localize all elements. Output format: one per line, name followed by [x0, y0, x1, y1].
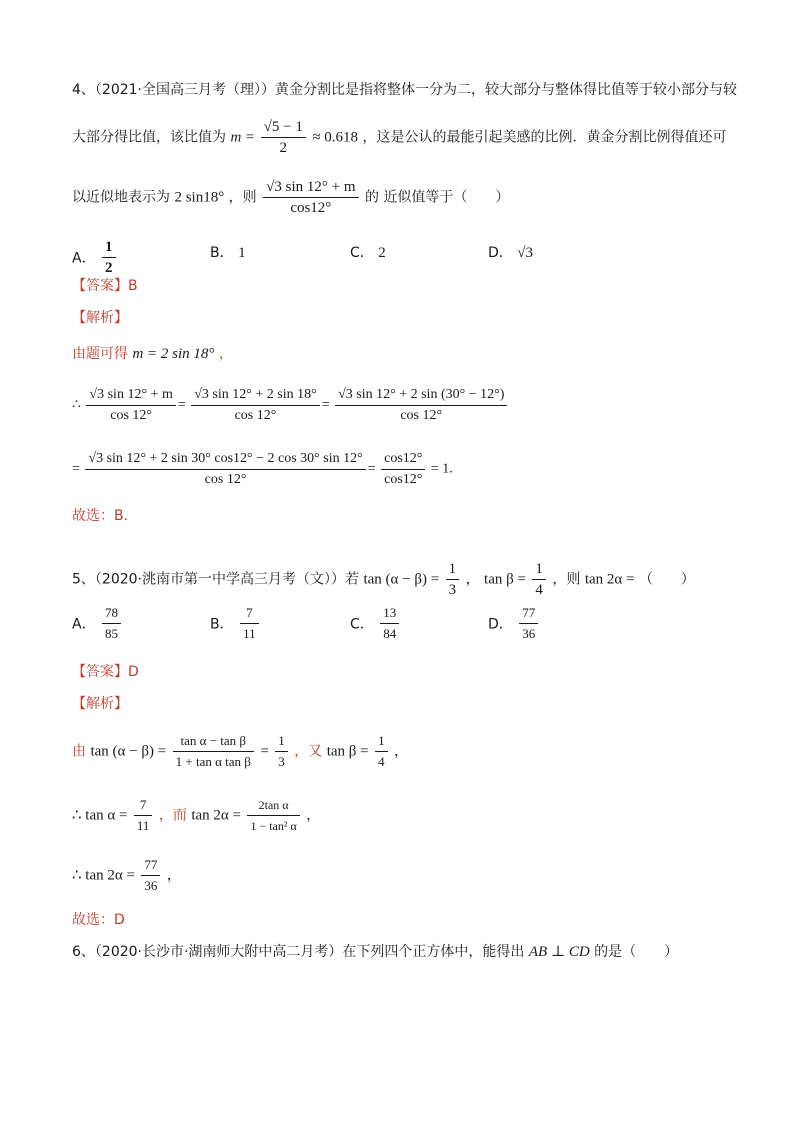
- q5-step-1-expr2: tan β =: [326, 743, 369, 760]
- q4-step-3-fraction-1: [85, 450, 365, 489]
- q5-line-1: [72, 560, 695, 599]
- q5-option-b[interactable]: [210, 604, 261, 643]
- q5-option-c[interactable]: [350, 604, 401, 643]
- q4-m-variable: m: [230, 129, 242, 146]
- q5-option-c-fraction: [380, 604, 399, 643]
- q5-option-d-denominator: 36: [522, 626, 536, 641]
- q4-stem-text-3a: 以近似地表示为: [72, 189, 170, 206]
- q4-golden-ratio-numerator: √5 − 1: [261, 118, 306, 138]
- q4-choose: 故选：B.: [72, 508, 129, 524]
- q4-step-1-comma: ，: [218, 346, 233, 362]
- q4-golden-ratio-denominator: 2: [279, 140, 288, 156]
- q4-step-3-result: = 1.: [430, 461, 453, 477]
- q5-step-2-f2-num: 2tan α: [247, 796, 299, 816]
- q5-choose: 故选：D: [72, 912, 125, 928]
- q4-option-b-text: 1: [238, 245, 246, 261]
- q5-step-1: [72, 732, 408, 771]
- q4-approx-value: ≈ 0.618: [312, 129, 359, 146]
- q5-step-1-f1-num: tan α − tan β: [173, 732, 254, 752]
- q5-stem-expr-2: tan β =: [484, 571, 526, 588]
- q5-stem-expr-1: tan (α − β) =: [363, 571, 440, 588]
- q6-stem-text-b: 的是（ ）: [594, 944, 679, 960]
- q4-step-1: [72, 344, 233, 364]
- q4-step-2-f2-num: √3 sin 12° + 2 sin 18°: [191, 386, 319, 406]
- q5-option-c-letter: C．: [350, 616, 374, 633]
- q5-step-2: [72, 796, 320, 835]
- q5-option-b-fraction: [240, 604, 259, 643]
- q5-answer: 【答案】D: [72, 664, 139, 680]
- q5-step-1-f3-den: 4: [378, 754, 385, 769]
- q5-option-b-numerator: 7: [240, 604, 259, 624]
- q4-option-a-letter: A．: [72, 250, 96, 267]
- q5-step-2-fraction-2: [247, 796, 299, 835]
- q5-option-a[interactable]: [72, 604, 123, 643]
- q4-line-3: [72, 178, 509, 217]
- q4-step-2-f1-den: cos 12°: [110, 408, 152, 423]
- q4-option-c-letter: C．: [350, 245, 374, 261]
- q5-step-2-text-c: ，: [306, 807, 321, 824]
- q4-step-1-expr: m = 2 sin 18°: [132, 346, 215, 362]
- q5-step-3: [72, 856, 181, 895]
- q4-step-3-fraction-2: [381, 450, 425, 489]
- q4-target-denominator: cos12°: [290, 200, 332, 216]
- q4-option-b[interactable]: [210, 242, 246, 262]
- q4-option-a-numerator: 1: [102, 238, 116, 258]
- q4-step-2-f2-den: cos 12°: [234, 408, 277, 423]
- q6-stem-expr: AB ⊥ CD: [528, 944, 590, 960]
- q5-step-1-equals: =: [260, 743, 269, 760]
- q4-option-c-text: 2: [378, 245, 386, 261]
- q4-step-2-f1-num: √3 sin 12° + m: [86, 386, 175, 406]
- q5-option-d-numerator: 77: [519, 604, 538, 624]
- q4-option-a[interactable]: [72, 238, 118, 277]
- q4-step-1-text: 由题可得: [72, 346, 128, 362]
- q5-step-1-fraction-3: [375, 732, 388, 771]
- q4-golden-ratio-fraction: [261, 118, 306, 157]
- q5-step-1-f1-den: 1 + tan α tan β: [175, 754, 251, 769]
- q5-step-2-expr: ∴ tan α =: [72, 807, 128, 824]
- q4-option-c[interactable]: [350, 242, 386, 262]
- q4-step-2-f3-den: cos 12°: [400, 408, 443, 423]
- q5-step-2-f2-den: 1 − tan² α: [250, 819, 297, 833]
- q5-stem-fraction-2: [532, 560, 546, 599]
- q5-stem-text-1b: ，: [465, 571, 480, 588]
- q4-step-2-fraction-3: [335, 386, 507, 425]
- q4-step-3-f2-num: cos12°: [381, 450, 425, 470]
- q4-target-fraction: [263, 178, 358, 217]
- q5-step-3-fraction: [141, 856, 160, 895]
- q5-option-d-fraction: [519, 604, 538, 643]
- q5-step-3-expr: ∴ tan 2α =: [72, 867, 135, 884]
- q4-stem-text-3c: 的 近似值等于（ ）: [364, 189, 510, 206]
- q4-step-2-f3-num: √3 sin 12° + 2 sin (30° − 12°): [335, 386, 507, 406]
- q4-approx-expression: 2 sin18°: [174, 189, 225, 206]
- q5-option-b-letter: B．: [210, 616, 234, 633]
- q5-stem-text-1d: （ ）: [638, 571, 695, 588]
- q5-step-2-f1-num: 7: [134, 796, 153, 816]
- q4-option-a-denominator: 2: [105, 260, 113, 276]
- q5-step-2-f1-den: 11: [136, 818, 150, 833]
- q5-option-d-letter: D．: [488, 616, 513, 633]
- q6-line-1: [72, 942, 678, 962]
- q5-option-a-letter: A．: [72, 616, 96, 633]
- q5-step-1-text-b: ，又: [294, 743, 323, 760]
- q4-option-d-text: √3: [517, 245, 533, 261]
- q5-option-c-numerator: 13: [380, 604, 399, 624]
- q5-stem-f1-num: 1: [446, 560, 460, 580]
- q4-analysis-label: 【解析】: [72, 310, 128, 326]
- q5-stem-text-1c: ，则: [552, 571, 581, 588]
- q5-step-1-text-c: ，: [394, 743, 409, 760]
- q4-step-3: = $\frac{√3 \sin 12^\circ + 2 \sin 30^\circ \cos 12^\circ - 2 \cos 30^\circ \sin 12^\circ}{\cos 12^\circ}$ = $\frac{\cos 12^\circ}{\cos 12^\circ}$ = 1.: [72, 451, 453, 487]
- q5-step-3-f-num: 77: [141, 856, 160, 876]
- q4-line-2: 大部分得比值，该比值为 m = $\frac{√5 - 1}{2}$ ≈ 0.618 ，这是公认的最能引起美感的比例．黄金分割比例得值还可: [72, 119, 727, 156]
- q5-step-1-f2-num: 1: [275, 732, 288, 752]
- q5-step-1-f2-den: 3: [278, 754, 285, 769]
- q5-option-c-denominator: 84: [383, 626, 397, 641]
- q5-stem-f1-den: 3: [448, 582, 457, 598]
- q4-stem-text-1: 4、（2021·全国高三月考（理））黄金分割比是指将整体一分为二，较大部分与整体得比值等于较小部分与较: [72, 82, 737, 98]
- q4-step-2: ∴ $\frac{√3 \sin 12^\circ + m}{\cos 12^\circ}$ = $\frac{√3 \sin 12^\circ + 2 \sin 18^\circ}{\cos 12^\circ}$ = $\frac{√3 \sin 12^\circ + 2 \sin (30^\circ - 12^\circ)}{\cos 12^\circ}$: [72, 386, 509, 425]
- q5-option-b-denominator: 11: [243, 626, 256, 641]
- q5-analysis-label: 【解析】: [72, 696, 128, 712]
- q5-option-a-fraction: [102, 604, 121, 643]
- q4-option-d-letter: D．: [488, 245, 513, 261]
- q4-option-a-fraction: [102, 238, 116, 277]
- q5-step-2-expr2: tan 2α =: [191, 807, 241, 824]
- q5-step-1-fraction-2: [275, 732, 288, 771]
- q5-step-3-text-b: ，: [166, 867, 181, 884]
- q5-step-3-f-den: 36: [144, 878, 158, 893]
- q5-step-1-expr: tan (α − β) =: [90, 743, 167, 760]
- q5-step-1-text-a: 由: [72, 743, 86, 760]
- q4-target-numerator: √3 sin 12° + m: [263, 178, 358, 198]
- q4-option-b-letter: B．: [210, 245, 234, 261]
- q5-step-2-fraction-1: [134, 796, 153, 835]
- q5-step-1-f3-num: 1: [375, 732, 388, 752]
- q4-stem-text-2a: 大部分得比值，该比值为: [72, 129, 226, 146]
- q5-option-a-numerator: 78: [102, 604, 121, 624]
- q6-stem-text-a: 6、（2020·长沙市·湖南师大附中高二月考）在下列四个正方体中，能得出: [72, 944, 525, 960]
- q4-step-2-therefore: ∴: [72, 397, 81, 413]
- q4-step-3-f1-den: cos 12°: [204, 472, 247, 487]
- q4-step-2-fraction-1: [86, 386, 175, 425]
- q5-stem-expr-3: tan 2α =: [584, 571, 635, 588]
- q5-step-2-text-b: ，而: [158, 807, 187, 824]
- q5-stem-f2-num: 1: [532, 560, 546, 580]
- q4-answer: 【答案】B: [72, 278, 138, 294]
- q4-step-3-f2-den: cos12°: [384, 472, 423, 487]
- q5-step-1-fraction-1: [173, 732, 254, 771]
- q4-step-2-fraction-2: [191, 386, 319, 425]
- q5-stem-f2-den: 4: [535, 582, 543, 598]
- q4-step-3-f1-num: √3 sin 12° + 2 sin 30° cos12° − 2 cos 30° sin 12°: [85, 450, 365, 470]
- q5-option-a-denominator: 85: [105, 626, 119, 641]
- q5-stem-text-1a: 5、（2020·洮南市第一中学高三月考（文））若: [72, 571, 359, 588]
- q4-option-d[interactable]: [488, 242, 533, 262]
- q5-stem-fraction-1: [446, 560, 460, 599]
- q4-line-1: [72, 80, 737, 100]
- q4-stem-text-3b: ，则: [228, 189, 257, 206]
- q5-option-d[interactable]: [488, 604, 540, 643]
- q4-stem-text-2b: ，这是公认的最能引起美感的比例．黄金分割比例得值还可: [362, 129, 727, 146]
